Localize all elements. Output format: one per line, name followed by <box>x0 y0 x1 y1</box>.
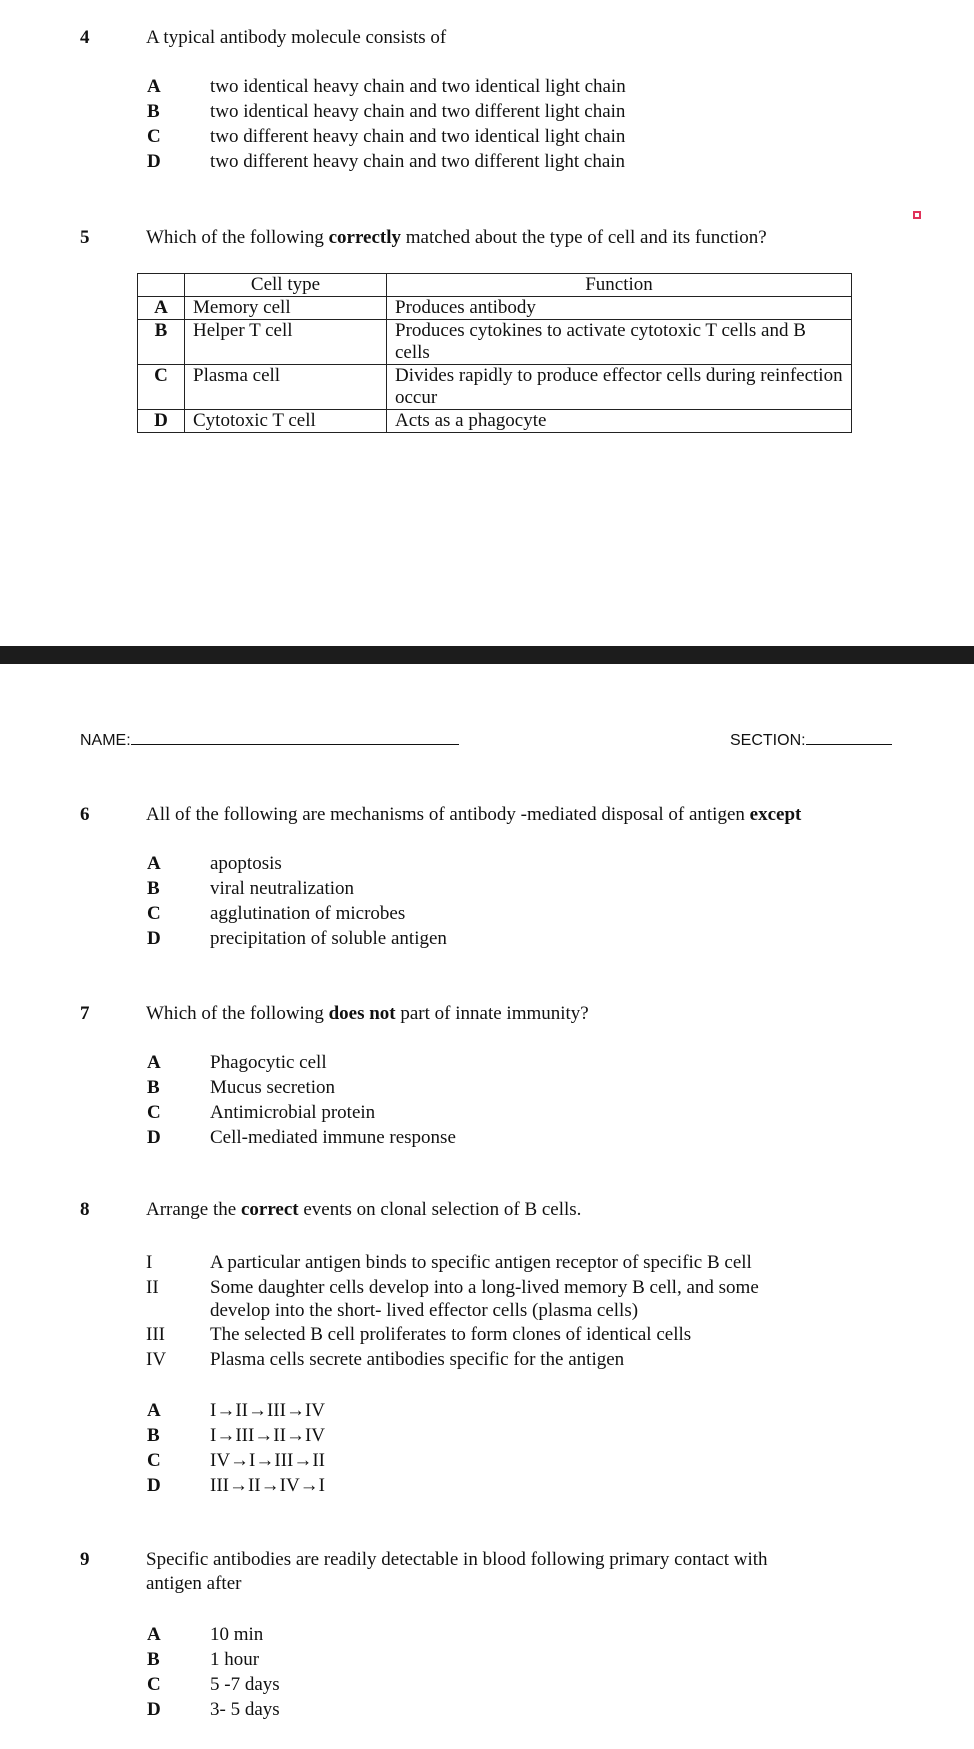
option-text: precipitation of soluble antigen <box>210 928 447 949</box>
name-field <box>80 730 459 752</box>
question-8-text-bold: correct <box>240 1199 299 1220</box>
option-letter: C <box>147 126 161 147</box>
option-letter: B <box>147 1425 160 1446</box>
row-function: Produces antibody <box>387 297 852 320</box>
question-9-text-continued: antigen after <box>146 1573 242 1594</box>
question-7-text-bold: does not <box>328 1003 396 1024</box>
option-letter: C <box>147 1674 161 1695</box>
table-row <box>138 320 852 365</box>
option-letter: D <box>147 1127 161 1148</box>
section-label: SECTION: <box>730 732 806 749</box>
option-letter: A <box>147 1052 161 1073</box>
option-text: viral neutralization <box>210 878 355 899</box>
table-header-row <box>138 274 852 297</box>
option-text: two identical heavy chain and two identical light chain <box>210 76 626 97</box>
option-text: Cell-mediated immune response <box>210 1127 456 1148</box>
event-text: Plasma cells secrete antibodies specific for the antigen <box>210 1349 625 1370</box>
event-roman: IV <box>146 1349 167 1370</box>
event-text: The selected B cell proliferates to form clones of identical cells <box>210 1324 692 1345</box>
option-letter: D <box>147 151 161 172</box>
event-roman: II <box>146 1277 159 1298</box>
question-9-number: 9 <box>80 1549 90 1570</box>
question-9-text: Specific antibodies are readily detectable in blood following primary contact with <box>146 1549 768 1570</box>
question-5-number: 5 <box>80 227 90 248</box>
section-underline <box>806 730 892 745</box>
option-text: two different heavy chain and two different light chain <box>210 151 626 172</box>
option-letter: C <box>147 1450 161 1471</box>
option-letter: B <box>147 878 160 899</box>
option-letter: C <box>147 903 161 924</box>
option-letter: B <box>147 1077 160 1098</box>
question-5-text-bold: correctly <box>328 227 402 248</box>
question-7-text-post: part of innate immunity? <box>395 1003 589 1024</box>
row-function: Acts as a phagocyte <box>387 410 852 433</box>
question-4-number: 4 <box>80 27 90 48</box>
row-cell-type: Helper T cell <box>185 320 387 365</box>
row-letter: B <box>138 320 185 365</box>
question-8-text-pre: Arrange the <box>146 1199 241 1220</box>
row-cell-type: Memory cell <box>185 297 387 320</box>
event-text: A particular antigen binds to specific antigen receptor of specific B cell <box>210 1252 752 1273</box>
table-header-cell-type: Cell type <box>185 274 387 297</box>
row-function: Produces cytokines to activate cytotoxic T cells and B cells <box>387 320 852 365</box>
option-letter: D <box>147 1475 161 1496</box>
event-roman: III <box>146 1324 165 1345</box>
question-5-text <box>146 227 767 249</box>
option-text: Phagocytic cell <box>210 1052 327 1073</box>
option-text: 1 hour <box>210 1649 260 1670</box>
event-roman: I <box>146 1252 153 1273</box>
option-text: 3- 5 days <box>210 1699 280 1720</box>
option-text: I→III→II→IV <box>210 1425 326 1446</box>
question-7-text <box>146 1003 589 1025</box>
option-text: apoptosis <box>210 853 282 874</box>
question-6-text-pre: All of the following are mechanisms of antibody -mediated disposal of antigen <box>146 804 750 825</box>
option-text: two different heavy chain and two identical light chain <box>210 126 626 147</box>
option-text: Mucus secretion <box>210 1077 336 1098</box>
row-cell-type: Cytotoxic T cell <box>185 410 387 433</box>
option-letter: A <box>147 1624 161 1645</box>
table-row <box>138 297 852 320</box>
table-header-blank <box>138 274 185 297</box>
row-function: Divides rapidly to produce effector cells during reinfection occur <box>387 365 852 410</box>
question-8-text <box>146 1199 581 1221</box>
option-text: 10 min <box>210 1624 264 1645</box>
option-letter: A <box>147 1400 161 1421</box>
question-5-text-post: matched about the type of cell and its function? <box>401 227 767 248</box>
table-row <box>138 365 852 410</box>
annotation-marker <box>913 211 921 219</box>
option-letter: D <box>147 928 161 949</box>
question-5-text-pre: Which of the following <box>146 227 329 248</box>
option-letter: C <box>147 1102 161 1123</box>
option-text: I→II→III→IV <box>210 1400 326 1421</box>
question-6-number: 6 <box>80 804 90 825</box>
page-break-bar <box>0 646 974 664</box>
row-letter: D <box>138 410 185 433</box>
name-label: NAME: <box>80 732 131 749</box>
question-8-number: 8 <box>80 1199 90 1220</box>
table-header-function: Function <box>387 274 852 297</box>
name-underline <box>131 730 459 745</box>
option-letter: A <box>147 76 161 97</box>
cell-function-table <box>137 273 852 433</box>
option-text: agglutination of microbes <box>210 903 406 924</box>
option-text: 5 -7 days <box>210 1674 280 1695</box>
event-text: Some daughter cells develop into a long-lived memory B cell, and some <box>210 1277 759 1298</box>
option-letter: B <box>147 101 160 122</box>
question-6-text <box>146 804 801 826</box>
question-6-text-bold: except <box>749 804 802 825</box>
option-text: Antimicrobial protein <box>210 1102 376 1123</box>
question-4-text: A typical antibody molecule consists of <box>146 27 447 48</box>
row-letter: A <box>138 297 185 320</box>
row-letter: C <box>138 365 185 410</box>
option-letter: B <box>147 1649 160 1670</box>
option-text: IV→I→III→II <box>210 1450 326 1471</box>
option-letter: D <box>147 1699 161 1720</box>
option-text: III→II→IV→I <box>210 1475 326 1496</box>
question-7-number: 7 <box>80 1003 90 1024</box>
option-letter: A <box>147 853 161 874</box>
event-text-continued: develop into the short- lived effector cells (plasma cells) <box>210 1300 639 1321</box>
option-text: two identical heavy chain and two different light chain <box>210 101 626 122</box>
question-7-text-pre: Which of the following <box>146 1003 329 1024</box>
row-cell-type: Plasma cell <box>185 365 387 410</box>
question-8-text-post: events on clonal selection of B cells. <box>298 1199 582 1220</box>
table-row <box>138 410 852 433</box>
section-field <box>730 730 892 752</box>
